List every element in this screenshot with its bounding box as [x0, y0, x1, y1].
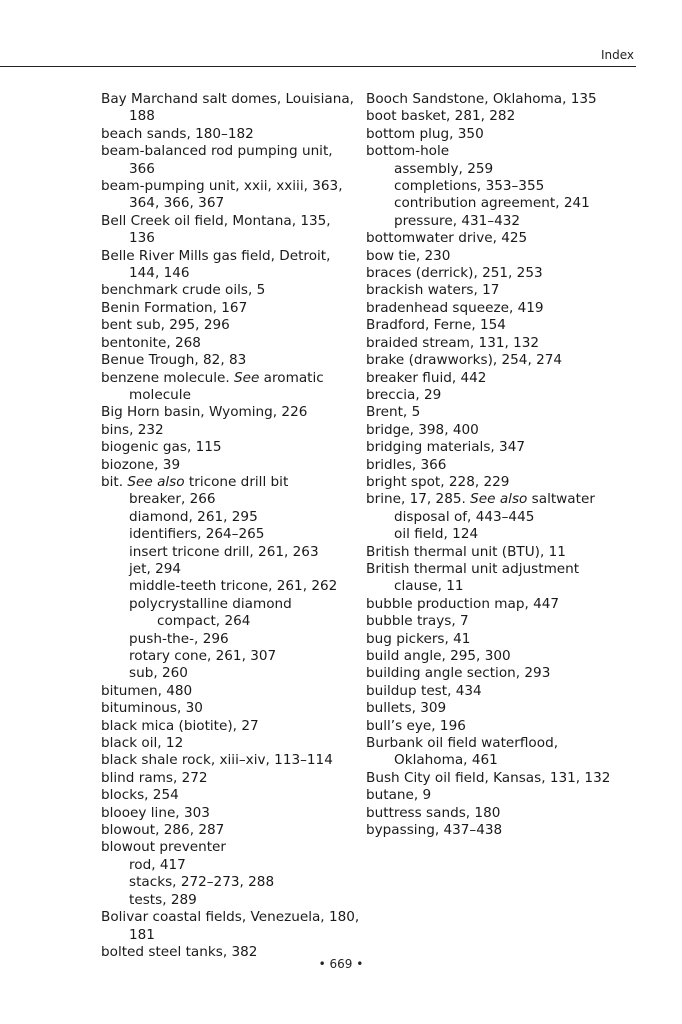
index-entry-line: Bush City oil field, Kansas, 131, 132	[366, 769, 611, 786]
index-entry	[101, 143, 359, 178]
index-entry	[366, 108, 642, 125]
index-entry-line: Bell Creek oil field, Montana, 135,	[101, 212, 331, 229]
index-subentry	[366, 178, 642, 195]
index-entry-line: breaker fluid, 442	[366, 369, 487, 386]
index-subentry	[366, 509, 642, 526]
index-entry	[366, 561, 642, 596]
index-entry-line: stacks, 272–273, 288	[129, 874, 275, 891]
index-entry-line: brine, 17, 285. See also saltwater	[366, 491, 595, 508]
index-entry	[101, 805, 359, 822]
index-subentry	[101, 491, 359, 508]
index-entry-line: British thermal unit (BTU), 11	[366, 543, 566, 560]
index-entry	[366, 300, 642, 317]
index-subentry	[366, 213, 642, 230]
index-entry-line: brake (drawworks), 254, 274	[366, 352, 563, 369]
index-entry-line: identifiers, 264–265	[129, 526, 265, 543]
index-entry	[366, 335, 642, 352]
index-entry-line: bow tie, 230	[366, 247, 451, 264]
index-subentry	[101, 544, 359, 561]
index-subentry	[101, 665, 359, 682]
index-entry	[101, 439, 359, 456]
index-entry	[366, 387, 642, 404]
index-entry	[101, 735, 359, 752]
index-entry	[366, 91, 642, 108]
index-entry-line: 144, 146	[129, 265, 190, 282]
index-entry-line: rod, 417	[129, 856, 186, 873]
index-entry	[101, 282, 359, 299]
index-subentry	[101, 596, 359, 631]
index-entry-line: black oil, 12	[101, 735, 184, 752]
index-entry-line: Benin Formation, 167	[101, 299, 248, 316]
index-subentry	[101, 892, 359, 909]
index-entry	[366, 439, 642, 456]
index-entry-line: bottom-hole	[366, 143, 450, 160]
index-entry	[366, 787, 642, 804]
index-entry-line: rotary cone, 261, 307	[129, 648, 277, 664]
index-entry	[366, 248, 642, 265]
running-head: Index	[600, 48, 634, 62]
index-entry-line: breaker, 266	[129, 491, 216, 508]
index-entry	[101, 457, 359, 474]
index-entry-line: bottomwater drive, 425	[366, 230, 528, 247]
index-entry-line: 364, 366, 367	[129, 195, 225, 212]
index-entry-line: build angle, 295, 300	[366, 648, 511, 664]
index-subentry	[101, 874, 359, 891]
index-entry-line: compact, 264	[157, 613, 251, 630]
index-entry	[366, 491, 642, 508]
index-entry	[366, 665, 642, 682]
index-entry-line: diamond, 261, 295	[129, 508, 258, 525]
index-entry	[366, 735, 642, 770]
index-entry-line: bull’s eye, 196	[366, 717, 466, 734]
index-entry	[366, 265, 642, 282]
index-entry	[366, 230, 642, 247]
index-subentry	[101, 526, 359, 543]
index-entry-line: Oklahoma, 461	[394, 752, 498, 769]
header-rule	[0, 66, 636, 67]
index-entry-line: oil field, 124	[394, 526, 479, 543]
index-entry	[366, 822, 642, 839]
index-entry-line: bridge, 398, 400	[366, 421, 479, 438]
index-entry	[101, 404, 359, 421]
index-entry-line: jet, 294	[129, 560, 182, 577]
index-entry-line: bradenhead squeeze, 419	[366, 299, 544, 316]
index-entry	[101, 422, 359, 439]
index-subentry	[366, 526, 642, 543]
index-entry	[366, 631, 642, 648]
index-entry-line: beach sands, 180–182	[101, 125, 254, 142]
index-entry	[366, 544, 642, 561]
index-entry	[101, 770, 359, 787]
index-entry-line: blooey line, 303	[101, 804, 210, 821]
index-entry-line: disposal of, 443–445	[394, 508, 535, 525]
index-entry	[101, 700, 359, 717]
index-entry-line: Booch Sandstone, Oklahoma, 135	[366, 91, 597, 107]
index-entry-line: building angle section, 293	[366, 665, 551, 682]
index-entry-line: polycrystalline diamond	[129, 595, 292, 612]
index-entry	[101, 178, 359, 213]
index-entry-line: 366	[129, 160, 155, 177]
index-entry-line: clause, 11	[394, 578, 464, 595]
page-number: • 669 •	[318, 957, 364, 971]
index-entry-line: insert tricone drill, 261, 263	[129, 543, 319, 560]
index-entry-line: molecule	[129, 386, 191, 403]
index-subentry	[101, 857, 359, 874]
index-entry	[366, 457, 642, 474]
index-entry-line: brackish waters, 17	[366, 282, 500, 299]
index-entry-line: biozone, 39	[101, 456, 181, 473]
index-entry	[101, 752, 359, 769]
index-entry-line: blocks, 254	[101, 787, 179, 804]
index-subentry	[366, 161, 642, 178]
index-entry	[366, 404, 642, 421]
index-entry	[366, 352, 642, 369]
index-entry	[366, 317, 642, 334]
index-entry-line: Big Horn basin, Wyoming, 226	[101, 404, 308, 421]
index-entry-line: Burbank oil field waterflood,	[366, 735, 559, 752]
index-entry	[101, 370, 359, 405]
index-entry	[366, 805, 642, 822]
index-entry-line: bridging materials, 347	[366, 439, 526, 456]
index-entry-line: 188	[129, 108, 155, 125]
index-entry	[366, 422, 642, 439]
index-entry-line: British thermal unit adjustment	[366, 560, 580, 577]
index-entry-line: 181	[129, 926, 155, 943]
index-entry-line: beam-pumping unit, xxii, xxiii, 363,	[101, 178, 343, 195]
index-entry-line: benchmark crude oils, 5	[101, 282, 266, 299]
index-entry-line: Belle River Mills gas field, Detroit,	[101, 247, 331, 264]
index-entry-line: middle-teeth tricone, 261, 262	[129, 578, 338, 595]
index-entry-line: benzene molecule. See aromatic	[101, 369, 324, 386]
index-entry-line: Brent, 5	[366, 404, 421, 421]
index-entry	[101, 718, 359, 735]
index-entry	[101, 91, 359, 126]
index-entry	[366, 648, 642, 665]
index-entry-line: boot basket, 281, 282	[366, 108, 516, 125]
index-entry-line: push-the-, 296	[129, 630, 229, 647]
index-entry	[366, 700, 642, 717]
index-entry	[101, 839, 359, 856]
index-entry	[101, 787, 359, 804]
index-entry-line: bubble trays, 7	[366, 613, 469, 630]
index-entry-line: Bolivar coastal fields, Venezuela, 180,	[101, 909, 360, 926]
index-entry-line: contribution agreement, 241	[394, 195, 590, 212]
index-entry-line: blind rams, 272	[101, 769, 208, 786]
index-entry-line: Benue Trough, 82, 83	[101, 352, 247, 369]
index-entry-line: braces (derrick), 251, 253	[366, 265, 543, 282]
index-entry-line: bottom plug, 350	[366, 125, 484, 142]
index-entry-line: buildup test, 434	[366, 682, 482, 699]
index-entry-line: braided stream, 131, 132	[366, 334, 540, 351]
index-entry-line: black mica (biotite), 27	[101, 717, 259, 734]
index-entry-line: black shale rock, xiii–xiv, 113–114	[101, 752, 333, 769]
index-entry-line: bituminous, 30	[101, 700, 203, 717]
index-entry-line: completions, 353–355	[394, 178, 545, 195]
index-entry	[366, 143, 642, 160]
index-entry	[366, 474, 642, 491]
index-entry-line: Bradford, Ferne, 154	[366, 317, 506, 334]
index-entry	[366, 370, 642, 387]
index-entry-line: blowout preventer	[101, 839, 227, 856]
index-column-left	[101, 91, 359, 961]
index-entry	[101, 683, 359, 700]
index-subentry	[101, 578, 359, 595]
index-entry-line: beam-balanced rod pumping unit,	[101, 143, 333, 160]
index-entry-line: biogenic gas, 115	[101, 439, 222, 456]
index-entry	[366, 596, 642, 613]
index-subentry	[366, 195, 642, 212]
index-entry-line: sub, 260	[129, 665, 188, 682]
index-entry-line: blowout, 286, 287	[101, 822, 225, 839]
index-entry-line: bug pickers, 41	[366, 630, 471, 647]
index-subentry	[101, 561, 359, 578]
index-entry-line: 136	[129, 230, 155, 247]
index-entry-line: assembly, 259	[394, 160, 494, 177]
index-entry-line: bent sub, 295, 296	[101, 317, 230, 334]
index-entry	[366, 613, 642, 630]
index-entry-line: buttress sands, 180	[366, 804, 501, 821]
index-entry	[101, 300, 359, 317]
index-entry	[366, 718, 642, 735]
index-entry	[101, 335, 359, 352]
index-entry	[366, 683, 642, 700]
index-entry-line: bentonite, 268	[101, 334, 201, 351]
index-entry-line: bypassing, 437–438	[366, 822, 503, 839]
index-subentry	[101, 509, 359, 526]
index-entry-line: bullets, 309	[366, 700, 447, 717]
index-entry-line: bolted steel tanks, 382	[101, 943, 258, 960]
index-entry-line: bit. See also tricone drill bit	[101, 473, 289, 490]
index-column-right	[366, 91, 642, 839]
index-entry	[101, 317, 359, 334]
index-entry	[101, 126, 359, 143]
index-entry-line: butane, 9	[366, 787, 432, 804]
index-entry	[366, 770, 642, 787]
index-entry-line: bright spot, 228, 229	[366, 473, 510, 490]
index-entry	[101, 248, 359, 283]
index-entry	[101, 474, 359, 491]
index-entry-line: bitumen, 480	[101, 682, 193, 699]
index-entry	[366, 126, 642, 143]
index-entry	[366, 282, 642, 299]
index-entry-line: bins, 232	[101, 421, 164, 438]
index-entry	[101, 909, 359, 944]
index-entry-line: breccia, 29	[366, 386, 442, 403]
index-entry-line: tests, 289	[129, 891, 197, 908]
index-subentry	[101, 648, 359, 665]
index-entry-line: Bay Marchand salt domes, Louisiana,	[101, 91, 354, 107]
index-entry-line: bubble production map, 447	[366, 595, 560, 612]
index-entry-line: bridles, 366	[366, 456, 447, 473]
index-entry	[101, 822, 359, 839]
index-entry-line: pressure, 431–432	[394, 212, 521, 229]
index-subentry	[101, 631, 359, 648]
index-entry	[101, 352, 359, 369]
index-entry	[101, 213, 359, 248]
